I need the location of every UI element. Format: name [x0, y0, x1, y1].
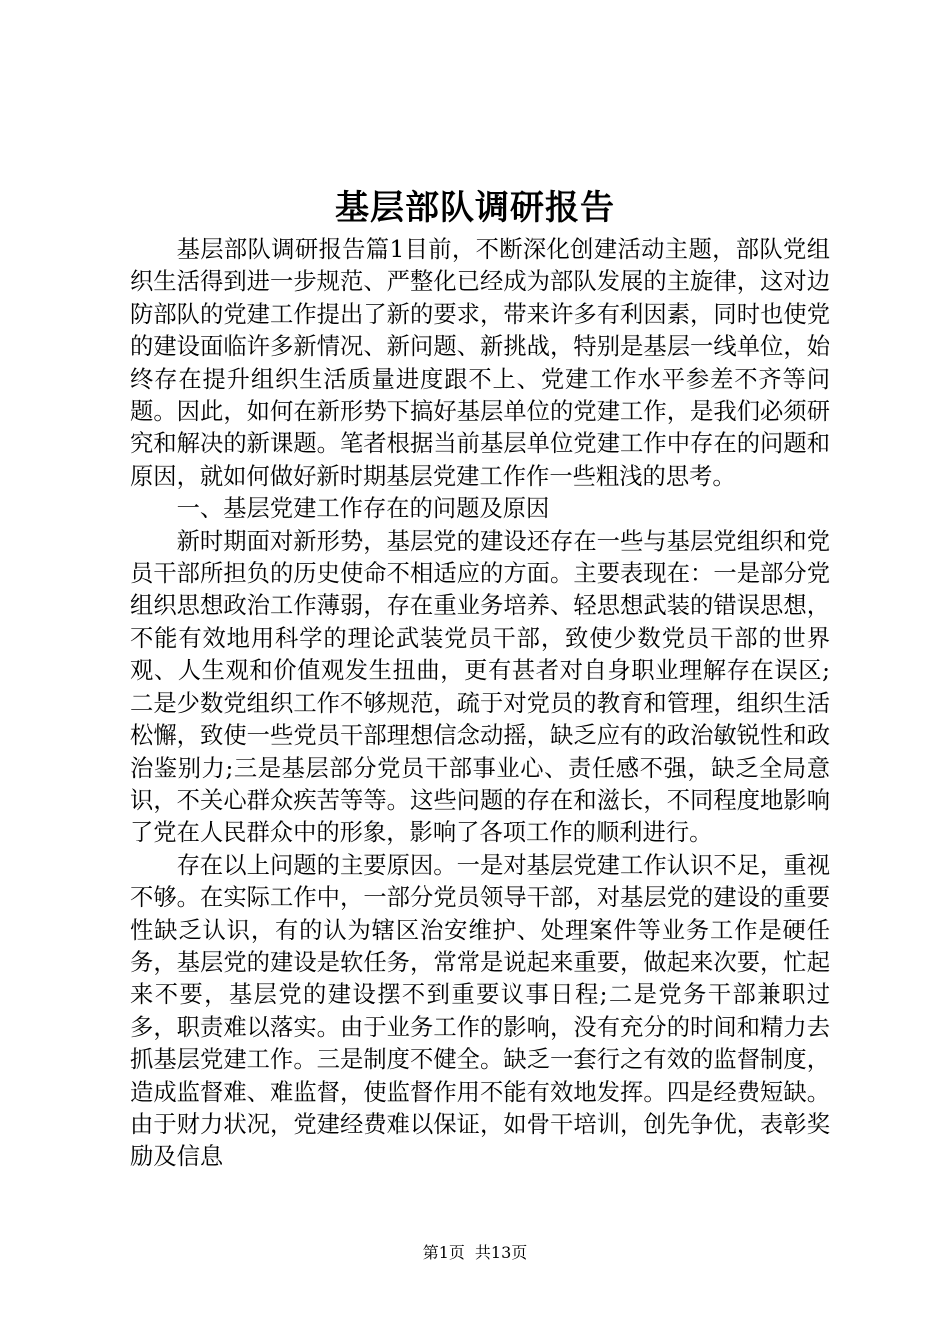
page-total: 共13页 [474, 1243, 528, 1262]
page-number: 第1页 [422, 1243, 465, 1262]
document-body [130, 234, 830, 1174]
page-footer [0, 1242, 950, 1264]
paragraph-intro: 基层部队调研报告篇1目前，不断深化创建活动主题，部队党组织生活得到进一步规范、严整化已经成为部队发展的主旋律，这对边防部队的党建工作提出了新的要求，带来许多有利因素，同时也使党的建设面临许多新情况、新问题、新挑战，特别是基层一线单位，始终存在提升组织生活质量进度跟不上、党建工作水平参差不齐等问题。因此，如何在新形势下搞好基层单位的党建工作，是我们必须研究和解决的新课题。笔者根据当前基层单位党建工作中存在的问题和原因，就如何做好新时期基层党建工作作一些粗浅的思考。 [130, 236, 830, 490]
section-heading: 一、基层党建工作存在的问题及原因 [176, 495, 550, 523]
paragraph-causes: 存在以上问题的主要原因。一是对基层党建工作认识不足，重视不够。在实际工作中，一部分党员领导干部，对基层党的建设的重要性缺乏认识，有的认为辖区治安维护、处理案件等业务工作是硬任务，基层党的建设是软任务，常常是说起来重要，做起来次要，忙起来不要，基层党的建设摆不到重要议事日程;二是党务干部兼职过多，职责难以落实。由于业务工作的影响，没有充分的时间和精力去抓基层党建工作。三是制度不健全。缺乏一套行之有效的监督制度，造成监督难、难监督，使监督作用不能有效地发挥。四是经费短缺。由于财力状况，党建经费难以保证，如骨干培训，创先争优，表彰奖励及信息 [130, 851, 830, 1171]
document-title: 基层部队调研报告 [335, 188, 615, 228]
paragraph-problems: 新时期面对新形势，基层党的建设还存在一些与基层党组织和党员干部所担负的历史使命不相适应的方面。主要表现在：一是部分党组织思想政治工作薄弱，存在重业务培养、轻思想武装的错误思想，不能有效地用科学的理论武装党员干部，致使少数党员干部的世界观、人生观和价值观发生扭曲，更有甚者对自身职业理解存在误区;二是少数党组织工作不够规范，疏于对党员的教育和管理，组织生活松懈，致使一些党员干部理想信念动摇，缺乏应有的政治敏锐性和政治鉴别力;三是基层部分党员干部事业心、责任感不强，缺乏全局意识，不关心群众疾苦等等。这些问题的存在和滋长，不同程度地影响了党在人民群众中的形象，影响了各项工作的顺利进行。 [130, 527, 830, 847]
